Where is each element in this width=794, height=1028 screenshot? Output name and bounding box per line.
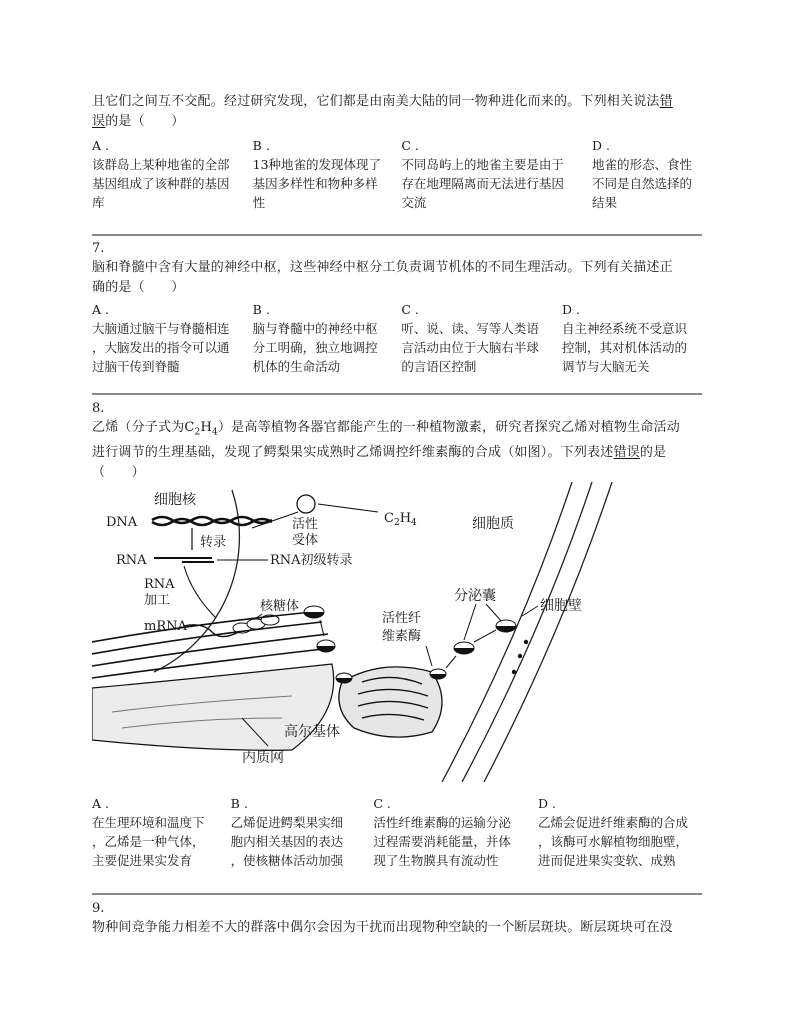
- cell-diagram: [92, 482, 702, 782]
- option-text: 脑与脊髓中的神经中枢: [252, 321, 378, 336]
- q6-stem-underline2: 误: [92, 114, 106, 129]
- ribosome-label: 核糖体: [260, 599, 300, 614]
- option-text: 乙烯促进鳄梨果实细: [230, 815, 344, 830]
- option-text: 基因多样性和物种多样: [252, 176, 378, 191]
- option-letter: D .: [537, 796, 556, 811]
- q7-stem-line1: 脑和脊髓中含有大量的神经中枢，这些神经中枢分工负责调节机体的不同生理活动。下列有关描述正: [92, 260, 673, 275]
- q6-stem-underline1: 错: [659, 94, 673, 109]
- option-text: 言活动由位于大脑右半球: [401, 340, 539, 355]
- er-vesicles: [304, 606, 335, 652]
- enzyme-pointer: [426, 646, 432, 666]
- option-text: ，使核糖体活动加强: [230, 853, 344, 868]
- option-text: 过脑干传到脊髓: [92, 359, 180, 374]
- golgi-apparatus: [336, 667, 446, 737]
- active-receptor: [297, 495, 315, 513]
- ethylene-arrow: [318, 504, 378, 512]
- option-text: 基因组成了该种群的基因: [92, 176, 230, 191]
- separator: [92, 893, 702, 895]
- option-text: 过程需要消耗能量，并体: [373, 834, 511, 849]
- q6-stem: [92, 92, 702, 132]
- option-letter: D .: [561, 302, 580, 317]
- q8-stem-text: H: [200, 420, 213, 435]
- q6-option-b[interactable]: [253, 136, 391, 212]
- option-text: 不同岛屿上的地雀主要是由于: [401, 157, 564, 172]
- q6-options: [92, 136, 702, 212]
- q7-option-b[interactable]: [253, 300, 393, 376]
- option-text: 13种地雀的发现体现了: [252, 157, 382, 172]
- option-text: 性: [252, 195, 266, 210]
- q8-stem-sub: 4: [212, 427, 218, 438]
- q8-options: [92, 794, 702, 870]
- dna-helix: [152, 517, 272, 525]
- option-text: 存在地理隔离而无法进行基因: [401, 176, 564, 191]
- option-text: 主要促进果实发育: [92, 853, 193, 868]
- q8-option-b[interactable]: [231, 794, 361, 870]
- option-text: 库: [92, 195, 105, 210]
- q6-option-c[interactable]: [401, 136, 581, 212]
- option-text: ，该酶可水解植物细胞壁，: [537, 834, 688, 849]
- option-text: 控制，其对机体活动的: [561, 340, 687, 355]
- q8-stem-text: 进行调节的生理基础，发现了鳄梨果实成熟时乙烯调控纤维素酶的合成（如图）。下列表述: [92, 444, 614, 460]
- option-letter: A .: [92, 138, 109, 153]
- dna-label: DNA: [106, 515, 138, 530]
- q8-stem-text: 的是: [639, 444, 667, 460]
- option-text: 机体的生命活动: [252, 359, 341, 374]
- option-letter: A .: [92, 796, 109, 811]
- q8-stem-underline: 错误: [613, 444, 640, 460]
- mrna-label: mRNA: [144, 619, 187, 634]
- option-letter: B .: [252, 302, 270, 317]
- enzyme-label: 活性纤: [382, 611, 422, 626]
- q7-option-d[interactable]: [562, 300, 702, 376]
- nucleus-label: 细胞核: [154, 492, 196, 508]
- option-text: 胞内相关基因的表达: [230, 834, 344, 849]
- q7-options: [92, 300, 702, 376]
- separator: [92, 234, 702, 236]
- rna-strand: [154, 558, 214, 562]
- q7-option-c[interactable]: [401, 300, 553, 376]
- option-text: 不同是自然选择的: [591, 176, 692, 191]
- option-letter: C .: [401, 138, 419, 153]
- q9-number: 9.: [92, 901, 105, 916]
- option-text: 活性纤维素酶的运输分泌: [373, 815, 511, 830]
- golgi-label: 高尔基体: [284, 724, 340, 740]
- option-text: ，乙烯是一种气体，: [92, 834, 205, 849]
- option-text: 进而促进果实变软、成熟: [537, 853, 676, 868]
- q6-stem-line2: 的是（ ）: [105, 114, 185, 129]
- q7-stem-line2: 确的是（ ）: [92, 280, 185, 295]
- question-7: [92, 240, 702, 376]
- q8-stem: [92, 418, 702, 483]
- option-text: 分工明确，独立地调控: [252, 340, 378, 355]
- q6-option-a[interactable]: [92, 136, 242, 212]
- option-letter: A .: [92, 302, 109, 317]
- er-label: 内质网: [242, 750, 284, 766]
- option-text: 调节与大脑无关: [561, 359, 650, 374]
- q8-stem-text: ）是高等植物各器官都能产生的一种植物激素，研究者探究乙烯对植物生命活动: [217, 420, 680, 435]
- option-text: 乙烯会促进纤维素酶的合成: [537, 815, 688, 830]
- option-letter: D .: [591, 138, 610, 153]
- rna-processing-label: 加工: [144, 593, 171, 608]
- question-8: [92, 400, 702, 483]
- q7-option-a[interactable]: [92, 300, 244, 376]
- q8-stem-sub: 2: [194, 427, 201, 438]
- option-text: 自主神经系统不受意识: [561, 321, 687, 336]
- transcription-label: 转录: [200, 535, 227, 550]
- rna-label: RNA: [116, 553, 147, 568]
- option-letter: B .: [230, 796, 248, 811]
- q8-option-c[interactable]: [373, 794, 525, 870]
- enzyme-dots: [512, 640, 528, 674]
- q8-option-a[interactable]: [92, 794, 218, 870]
- q8-number: 8.: [92, 401, 105, 416]
- option-text: 现了生物膜具有流动性: [373, 853, 499, 868]
- q6-stem-line1: 且它们之间互不交配。经过研究发现，它们都是由南美大陆的同一物种进化而来的。下列相关说法: [92, 94, 660, 109]
- option-text: 该群岛上某种地雀的全部: [92, 157, 230, 172]
- option-letter: C .: [373, 796, 391, 811]
- q7-number: 7.: [92, 241, 105, 256]
- q7-stem: [92, 258, 702, 298]
- option-text: 大脑通过脑干与脊髓相连: [92, 321, 230, 336]
- q9-stem: 物种间竞争能力相差不大的群落中偶尔会因为干扰而出现物种空缺的一个断层斑块。断层斑块可在没: [92, 920, 673, 935]
- option-text: 地雀的形态、食性: [591, 157, 692, 172]
- vesicle-pointer: [464, 604, 476, 640]
- q8-option-d[interactable]: [538, 794, 702, 870]
- question-6: [92, 92, 702, 212]
- q8-stem-text: 乙烯（分子式为C: [92, 420, 195, 435]
- secretory-vesicle-label: 分泌囊: [454, 588, 496, 604]
- q8-stem-text: （ ）: [92, 464, 145, 480]
- option-text: ，大脑发出的指令可以通: [92, 340, 230, 355]
- receptor-label: 受体: [292, 533, 319, 548]
- primary-transcript-label: RNA初级转录: [270, 553, 353, 568]
- option-text: 在生理环境和温度下: [92, 815, 205, 830]
- ethylene-label: $C_2H_4$: [384, 511, 417, 528]
- option-letter: C .: [401, 302, 419, 317]
- option-letter: B .: [252, 138, 270, 153]
- option-text: 交流: [401, 195, 427, 210]
- rna-processing-arrow: [184, 566, 216, 618]
- option-text: 结果: [591, 195, 617, 210]
- receptor-label: 活性: [292, 517, 319, 532]
- enzyme-label: 维素酶: [382, 629, 422, 644]
- q6-option-d[interactable]: [592, 136, 702, 212]
- vesicle-pointer: [486, 604, 502, 622]
- q8-options-block: [92, 792, 702, 870]
- option-text: 听、说、读、写等人类语: [401, 321, 539, 336]
- secretory-vesicles: [446, 620, 516, 668]
- cell-wall-label: 细胞壁: [540, 598, 582, 614]
- rna-processing-label: RNA: [144, 577, 175, 592]
- cytoplasm-label: 细胞质: [472, 516, 514, 532]
- separator: [92, 393, 702, 395]
- option-text: 的言语区控制: [401, 359, 477, 374]
- question-9: [92, 900, 702, 938]
